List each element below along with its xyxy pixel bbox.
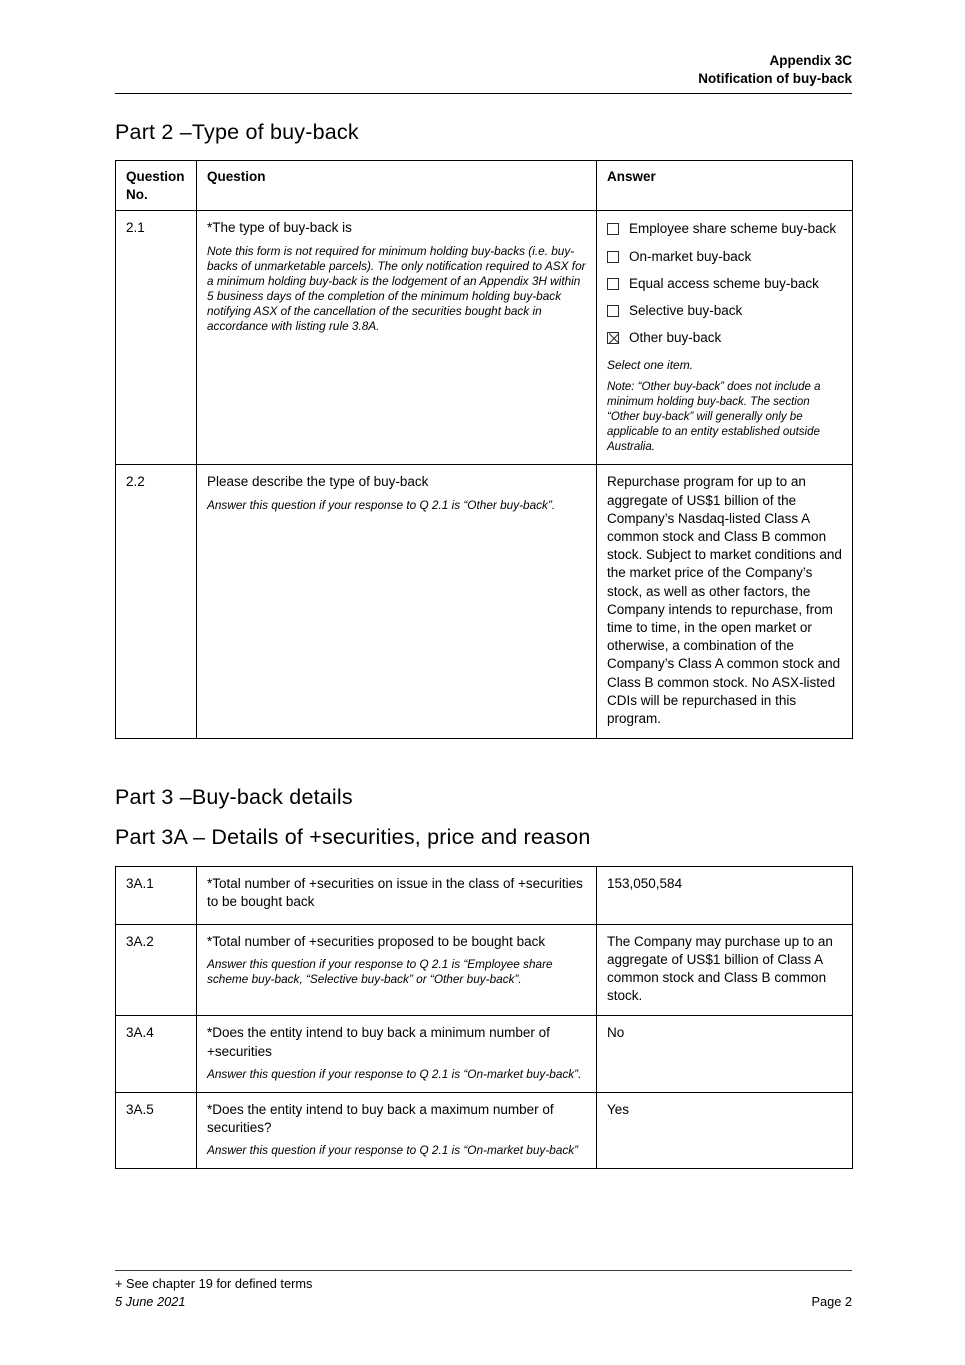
answer-text: Repurchase program for up to an aggregate of US$1 billion of the Company’s Nasdaq-listed Class A common stock and Class B common stock. Subject to market conditions and the market price of the Company’s stock, as well as other factors, the Company intends to repurchase, from time to time, in the open market or otherwise, a combination of the Company’s Class A common stock and Class B common stock. No ASX-listed CDIs will be repurchased in this program. bbox=[607, 474, 842, 727]
option-on-market bbox=[607, 248, 842, 266]
question-text: *Does the entity intend to buy back a minimum number of +securities bbox=[207, 1025, 550, 1059]
question-no-3a-2: 3A.2 bbox=[116, 924, 197, 1016]
option-label: Equal access scheme buy-back bbox=[629, 275, 819, 291]
checkbox-other-buy-back[interactable] bbox=[607, 332, 619, 344]
col-header-question-no: Question No. bbox=[116, 161, 197, 211]
option-employee-share-scheme bbox=[607, 220, 842, 238]
table-row-3a-2 bbox=[116, 924, 853, 1016]
question-no-3a-5: 3A.5 bbox=[116, 1092, 197, 1168]
question-cell-3a-4 bbox=[197, 1016, 597, 1092]
checkbox-employee-share-scheme[interactable] bbox=[607, 223, 619, 235]
option-label: Other buy-back bbox=[629, 330, 722, 346]
checkbox-selective[interactable] bbox=[607, 305, 619, 317]
question-cell-2-2 bbox=[197, 465, 597, 739]
option-other-buy-back bbox=[607, 329, 842, 347]
question-no-2-1: 2.1 bbox=[116, 211, 197, 465]
table-row-2-1 bbox=[116, 211, 853, 465]
question-text: Please describe the type of buy-back bbox=[207, 474, 429, 490]
answer-text: Yes bbox=[607, 1101, 630, 1117]
table-row-2-2 bbox=[116, 465, 853, 739]
header-rule bbox=[115, 93, 852, 94]
question-no-2-2: 2.2 bbox=[116, 465, 197, 739]
question-text: *Does the entity intend to buy back a maximum number of securities? bbox=[207, 1101, 554, 1136]
table-row-3a-1 bbox=[116, 867, 853, 924]
part3a-heading: Part 3A – Details of +securities, price and reason bbox=[115, 825, 591, 850]
option-label: Selective buy-back bbox=[629, 303, 743, 319]
other-buy-back-note: Note: “Other buy-back” does not include a minimum holding buy-back. The section “Other buy-back” will generally only be applicable to an entity established outside Australia. bbox=[607, 381, 821, 453]
answer-cell-2-2 bbox=[597, 465, 853, 739]
part3-heading: Part 3 –Buy-back details bbox=[115, 785, 353, 810]
question-cell-2-1 bbox=[197, 211, 597, 465]
table-row-3a-4 bbox=[116, 1016, 853, 1092]
table-row-3a-5 bbox=[116, 1092, 853, 1168]
col-header-question: Question bbox=[197, 161, 597, 211]
question-note: Answer this question if your response to Q 2.1 is “On-market buy-back”. bbox=[207, 1066, 582, 1081]
header-form-title: Notification of buy-back bbox=[698, 71, 852, 86]
select-one-item-note: Select one item. bbox=[607, 358, 694, 373]
question-text: *The type of buy-back is bbox=[207, 220, 352, 236]
col-header-answer: Answer bbox=[597, 161, 853, 211]
question-cell-3a-2 bbox=[197, 924, 597, 1016]
option-label: Employee share scheme buy-back bbox=[629, 221, 837, 237]
answer-cell-3a-2 bbox=[597, 924, 853, 1016]
footer-date: 5 June 2021 bbox=[115, 1293, 186, 1309]
answer-text: No bbox=[607, 1025, 625, 1041]
question-no-3a-4: 3A.4 bbox=[116, 1016, 197, 1092]
checkbox-equal-access[interactable] bbox=[607, 278, 619, 290]
question-note: Answer this question if your response to Q 2.1 is “Other buy-back”. bbox=[207, 497, 556, 512]
table-header-row bbox=[116, 161, 853, 211]
answer-cell-3a-4 bbox=[597, 1016, 853, 1092]
part2-table bbox=[115, 160, 853, 739]
question-text: *Total number of +securities on issue in the class of +securities to be bought back bbox=[207, 876, 583, 910]
question-note: Note this form is not required for minimum holding buy-backs (i.e. buy-backs of unmarketable parcels). The only notification required to ASX for a minimum holding buy-back is the lodgement of an Appendix 3H within 5 business days of the completion of the minimum holding buy-back notifying ASX of the cancellation of the securities bought back in accordance with listing rule 3.8A. bbox=[207, 243, 586, 333]
question-text: *Total number of +securities proposed to be bought back bbox=[207, 933, 546, 949]
part2-heading: Part 2 –Type of buy-back bbox=[115, 120, 359, 144]
question-note: Answer this question if your response to Q 2.1 is “Employee share scheme buy-back, “Selective buy-back” or “Other buy-back”. bbox=[207, 956, 553, 986]
question-note: Answer this question if your response to Q 2.1 is “On-market buy-back” bbox=[207, 1143, 579, 1158]
document-header bbox=[115, 52, 852, 88]
footer-page-number: Page 2 bbox=[811, 1293, 852, 1309]
answer-text: 153,050,584 bbox=[607, 876, 683, 892]
answer-text: The Company may purchase up to an aggregate of US$1 billion of Class A common stock and Class B common stock. bbox=[607, 933, 833, 1004]
option-equal-access bbox=[607, 275, 842, 293]
option-label: On-market buy-back bbox=[629, 248, 752, 264]
checkbox-on-market[interactable] bbox=[607, 251, 619, 263]
option-selective bbox=[607, 302, 842, 320]
part3a-table bbox=[115, 866, 853, 1169]
answer-cell-3a-1 bbox=[597, 867, 853, 924]
answer-cell-2-1 bbox=[597, 211, 853, 465]
footer-defined-terms: + See chapter 19 for defined terms bbox=[115, 1276, 313, 1291]
answer-cell-3a-5 bbox=[597, 1092, 853, 1168]
page-footer bbox=[115, 1270, 852, 1310]
question-cell-3a-1 bbox=[197, 867, 597, 924]
question-cell-3a-5 bbox=[197, 1092, 597, 1168]
question-no-3a-1: 3A.1 bbox=[116, 867, 197, 924]
header-appendix-title: Appendix 3C bbox=[769, 53, 852, 68]
